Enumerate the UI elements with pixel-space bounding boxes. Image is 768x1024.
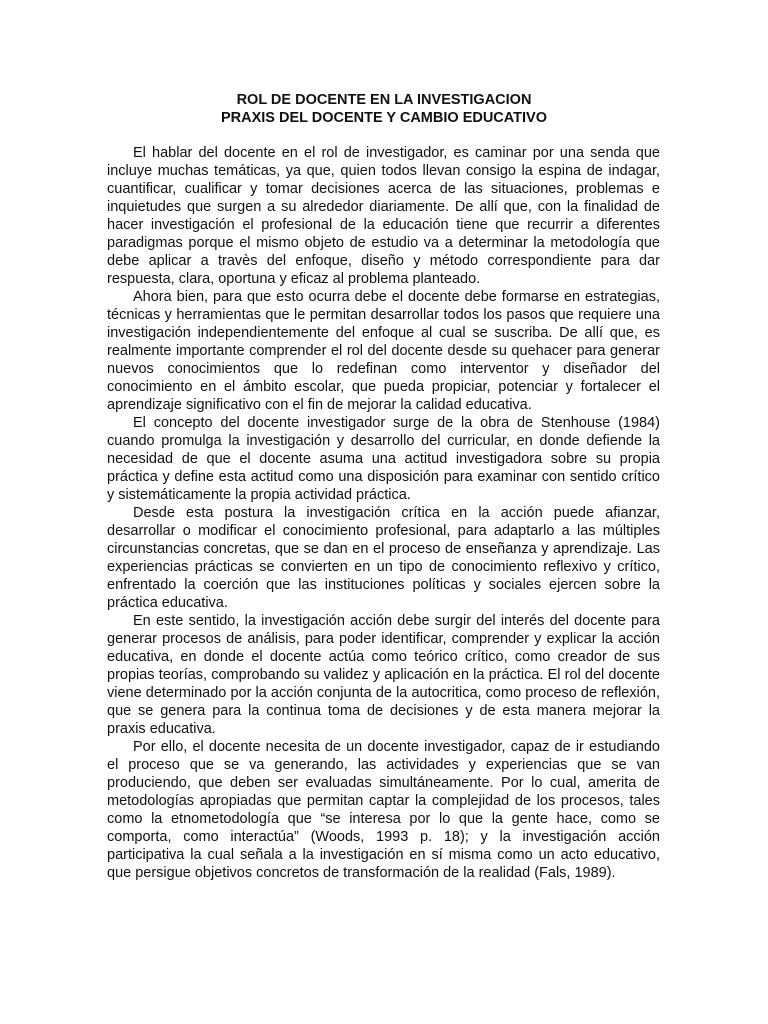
title-line-1: ROL DE DOCENTE EN LA INVESTIGACION [236, 92, 532, 108]
document-title [0, 91, 768, 127]
paragraph-6: Por ello, el docente necesita de un docente investigador, capaz de ir estudiando el proceso que se va generando, las actividades y experiencias que se van produciendo, que deben ser evaluadas simultáneamente. Por lo cual, amerita de metodologías apropiadas que permitan captar la complejidad de los procesos, tales como la etnometodología que “se interesa por lo que la gente hace, como se comporta, como interactúa” (Woods, 1993 p. 18); y la investigación acción participativa la cual señala a la investigación en sí misma como un acto educativo, que persigue objetivos concretos de transformación de la realidad (Fals, 1989). [107, 739, 660, 881]
paragraph-2: Ahora bien, para que esto ocurra debe el docente debe formarse en estrategias, técnicas y herramientas que le permitan desarrollar todos los pasos que requiere una investigación independientemente del enfoque al cual se suscriba. De allí que, es realmente importante comprender el rol del docente desde su quehacer para generar nuevos conocimientos que lo redefinan como interventor y diseñador del conocimiento en el ámbito escolar, que pueda propiciar, potenciar y fortalecer el aprendizaje significativo con el fin de mejorar la calidad educativa. [107, 289, 660, 413]
paragraph-1: El hablar del docente en el rol de investigador, es caminar por una senda que incluye muchas temáticas, ya que, quien todos llevan consigo la espina de indagar, cuantificar, cualificar y tomar decisiones acerca de las situaciones, problemas e inquietudes que surgen a su alrededor diariamente. De allí que, con la finalidad de hacer investigación el profesional de la educación tiene que recurrir a diferentes paradigmas porque el mismo objeto de estudio va a determinar la metodología que debe aplicar a travès del enfoque, diseño y método correspondiente para dar respuesta, clara, oportuna y eficaz al problema planteado. [107, 145, 660, 287]
paragraph-4: Desde esta postura la investigación crítica en la acción puede afianzar, desarrollar o modificar el conocimiento profesional, para adaptarlo a las múltiples circunstancias concretas, que se dan en el proceso de enseñanza y aprendizaje. Las experiencias prácticas se convierten en un tipo de conocimiento reflexivo y crítico, enfrentado la coerción que las instituciones políticas y sociales ejercen sobre la práctica educativa. [107, 505, 660, 611]
title-line-2: PRAXIS DEL DOCENTE Y CAMBIO EDUCATIVO [220, 110, 548, 126]
document-body [107, 144, 660, 882]
paragraph-3: El concepto del docente investigador surge de la obra de Stenhouse (1984) cuando promulga la investigación y desarrollo del curricular, en donde defiende la necesidad de que el docente asuma una actitud investigadora sobre su propia práctica y define esta actitud como una disposición para examinar con sentido crítico y sistemáticamente la propia actividad práctica. [107, 415, 660, 503]
paragraph-5: En este sentido, la investigación acción debe surgir del interés del docente para generar procesos de análisis, para poder identificar, comprender y explicar la acción educativa, en donde el docente actúa como teórico crítico, como creador de sus propias teorías, comprobando su validez y aplicación en la práctica. El rol del docente viene determinado por la acción conjunta de la autocritica, como proceso de reflexión, que se genera para la continua toma de decisiones y de esta manera mejorar la praxis educativa. [107, 613, 660, 737]
